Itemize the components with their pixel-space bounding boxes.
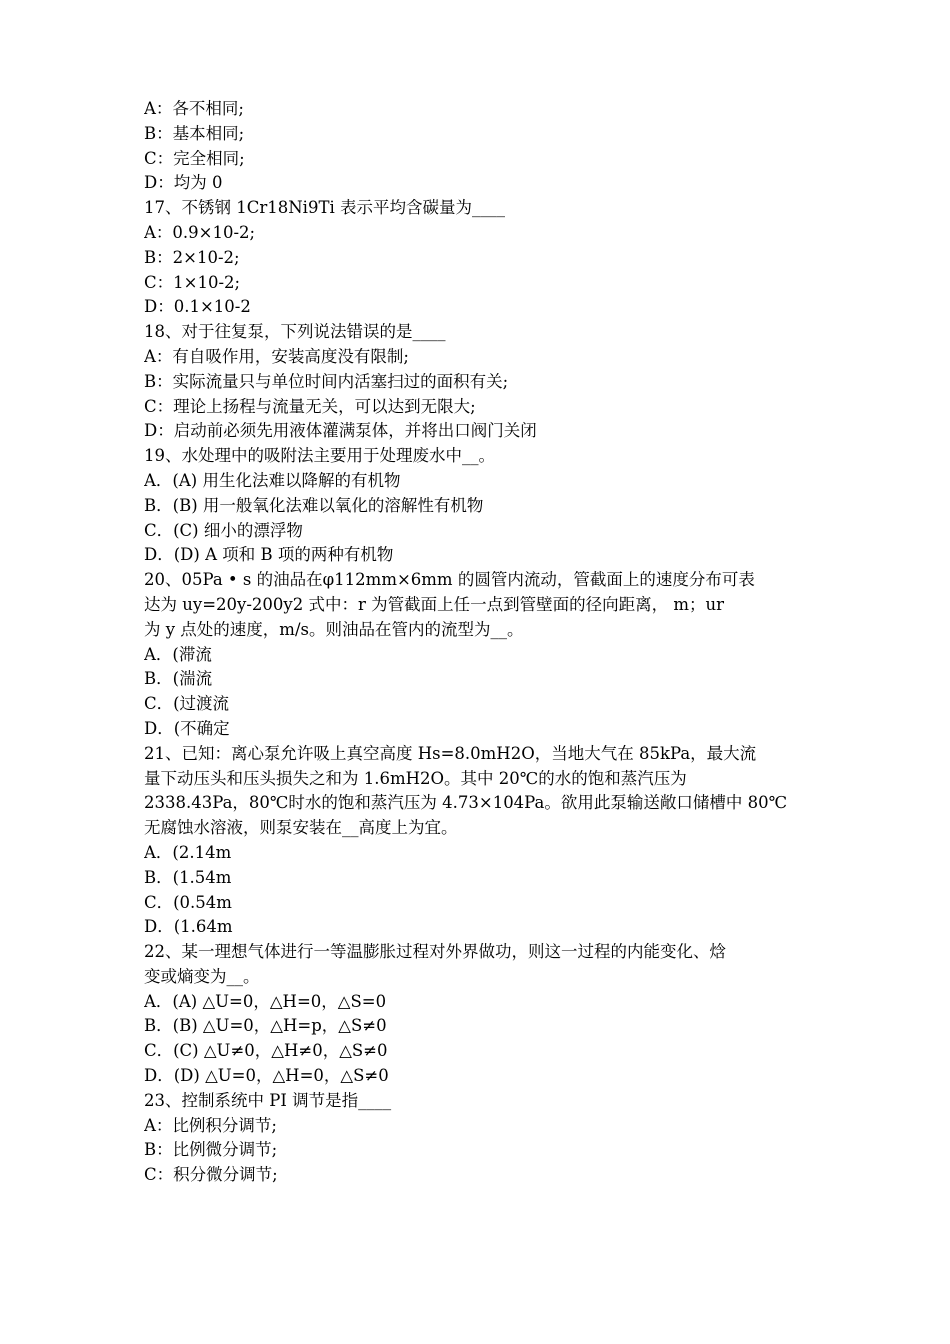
text-line: 23、控制系统中 PI 调节是指____	[144, 1090, 392, 1110]
text-line: D：启动前必须先用液体灌满泵体，并将出口阀门关闭	[144, 421, 537, 441]
text-line: C：完全相同;	[144, 148, 245, 168]
text-line: B：2×10-2;	[144, 247, 240, 267]
text-line: 18、对于往复泵，下列说法错误的是____	[144, 322, 446, 342]
text-line: D：均为 0	[144, 173, 223, 193]
text-line: A：比例积分调节;	[144, 1115, 277, 1135]
text-line: A．(A) 用生化法难以降解的有机物	[144, 470, 401, 490]
text-line: D：0.1×10-2	[144, 297, 251, 317]
text-line: A．(2.14m	[144, 842, 232, 862]
text-line: C．(过渡流	[144, 694, 230, 714]
text-line: D．(1.64m	[144, 917, 233, 937]
text-line: 19、水处理中的吸附法主要用于处理废水中__。	[144, 446, 495, 466]
document-body	[144, 97, 828, 1188]
text-line: A．(A) △U=0，△H=0，△S=0	[144, 991, 387, 1011]
text-line: 20、05Pa • s 的油品在φ112mm×6mm 的圆管内流动，管截面上的速度分布可表	[144, 570, 755, 590]
text-line: B．(1.54m	[144, 867, 232, 887]
text-line: 量下动压头和压头损失之和为 1.6mH2O。其中 20℃的水的饱和蒸汽压为	[144, 768, 687, 788]
text-line: 为 y 点处的速度，m/s。则油品在管内的流型为__。	[144, 619, 524, 639]
text-line: C：理论上扬程与流量无关，可以达到无限大;	[144, 396, 476, 416]
text-line: 17、不锈钢 1Cr18Ni9Ti 表示平均含碳量为____	[144, 198, 505, 218]
text-line: C：1×10-2;	[144, 272, 241, 292]
text-line: C．(C) △U≠0，△H≠0，△S≠0	[144, 1041, 388, 1061]
text-line: B．(湍流	[144, 669, 213, 689]
text-line: B：基本相同;	[144, 123, 245, 143]
text-line: A．(滞流	[144, 644, 212, 664]
text-line: C．(0.54m	[144, 892, 232, 912]
text-line: B．(B) △U=0，△H=p，△S≠0	[144, 1016, 387, 1036]
text-line: D．(D) A 项和 B 项的两种有机物	[144, 545, 394, 565]
text-line: C．(C) 细小的漂浮物	[144, 520, 303, 540]
text-line: A：各不相同;	[144, 99, 244, 118]
text-line: 无腐蚀水溶液，则泵安装在__高度上为宜。	[144, 818, 458, 838]
text-line: B．(B) 用一般氧化法难以氧化的溶解性有机物	[144, 495, 484, 515]
text-line: B：实际流量只与单位时间内活塞扫过的面积有关;	[144, 371, 509, 391]
text-line: 达为 uy=20y-200y2 式中：r 为管截面上任一点到管壁面的径向距离， m；ur	[144, 594, 725, 614]
text-line: D．(不确定	[144, 718, 230, 738]
text-line: B：比例微分调节;	[144, 1140, 278, 1160]
text-line: 22、某一理想气体进行一等温膨胀过程对外界做功，则这一过程的内能变化、焓	[144, 942, 726, 962]
text-line: 2338.43Pa，80℃时水的饱和蒸汽压为 4.73×104Pa。欲用此泵输送敞口储槽中 80℃	[144, 793, 788, 813]
text-line: 21、已知：离心泵允许吸上真空高度 Hs=8.0mH2O，当地大气在 85kPa，最大流	[144, 743, 757, 763]
text-line: C：积分微分调节;	[144, 1165, 278, 1185]
text-line: A：0.9×10-2;	[144, 222, 256, 242]
text-line: A：有自吸作用，安装高度没有限制;	[144, 346, 409, 366]
text-line: D．(D) △U=0，△H=0，△S≠0	[144, 1066, 389, 1086]
text-line: 变或熵变为__。	[144, 966, 260, 986]
